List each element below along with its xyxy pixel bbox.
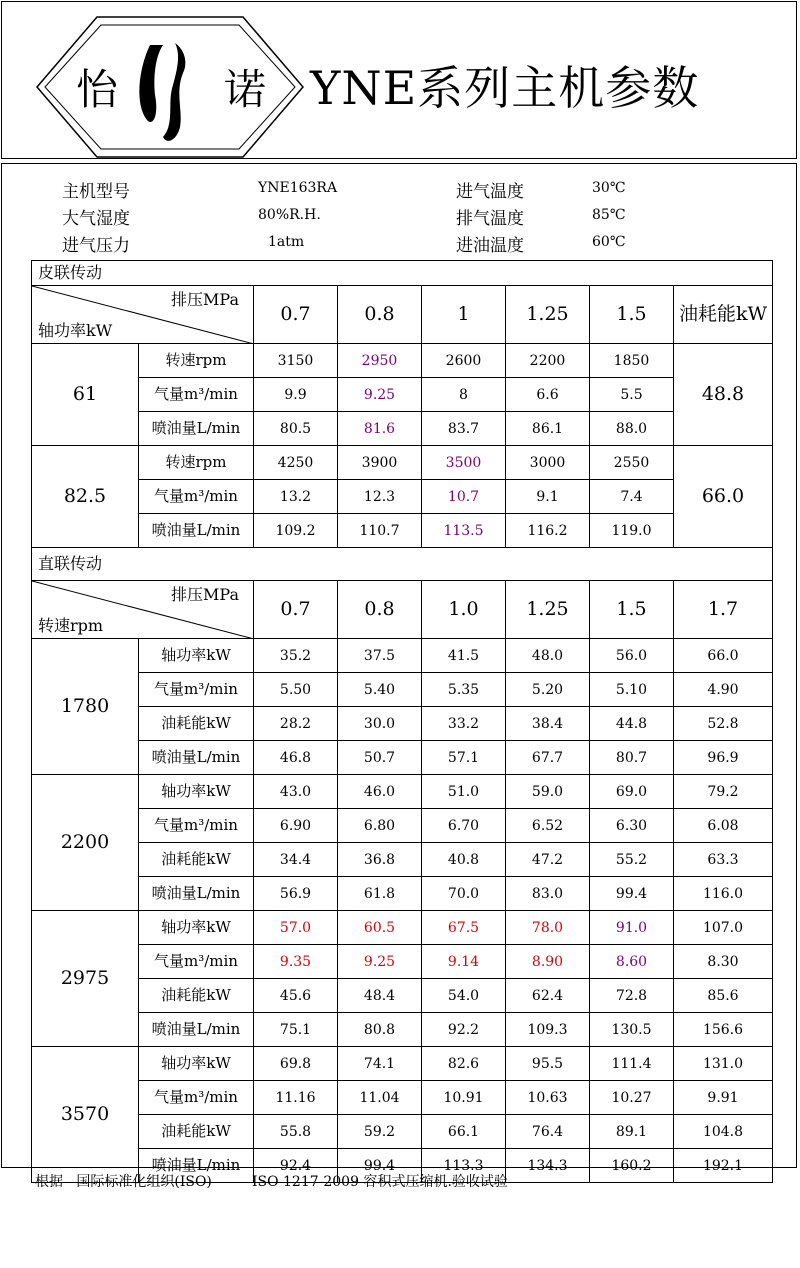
table-cell: 28.2: [254, 707, 338, 741]
row-label: 喷油量L/min: [139, 877, 254, 911]
footer-standard: ISO 1217-2009 容积式压缩机.验收试验: [251, 1174, 508, 1190]
table-cell: 54.0: [422, 979, 506, 1013]
exhaust-temp-label: 排气温度: [456, 209, 524, 229]
table-cell: 48.4: [338, 979, 422, 1013]
oil-temp-value: 60℃: [592, 234, 626, 250]
row-label: 气量m³/min: [139, 673, 254, 707]
belt-pressure-header: 1.5: [590, 286, 674, 344]
table-cell: 9.9: [254, 378, 338, 412]
table-cell: 4.90: [674, 673, 773, 707]
table-cell: 4250: [254, 446, 338, 480]
table-cell: 66.0: [674, 639, 773, 673]
table-cell: 82.6: [422, 1047, 506, 1081]
belt-oil-value: 48.8: [674, 344, 773, 446]
table-cell: 83.0: [506, 877, 590, 911]
table-cell: 10.63: [506, 1081, 590, 1115]
footer-basis: 根据: [35, 1174, 63, 1190]
table-cell: 34.4: [254, 843, 338, 877]
table-cell: 192.1: [674, 1149, 773, 1183]
table-cell: 78.0: [506, 911, 590, 945]
table-cell: 57.1: [422, 741, 506, 775]
table-cell: 8.60: [590, 945, 674, 979]
table-cell: 33.2: [422, 707, 506, 741]
row-label: 油耗能kW: [139, 707, 254, 741]
direct-speed: 2975: [32, 911, 139, 1047]
table-cell: 92.2: [422, 1013, 506, 1047]
direct-speed: 2200: [32, 775, 139, 911]
table-cell: 12.3: [338, 480, 422, 514]
table-cell: 61.8: [338, 877, 422, 911]
table-cell: 91.0: [590, 911, 674, 945]
row-label: 轴功率kW: [139, 911, 254, 945]
table-cell: 5.40: [338, 673, 422, 707]
table-cell: 160.2: [590, 1149, 674, 1183]
table-cell: 67.7: [506, 741, 590, 775]
parameter-table-wrapper: [31, 260, 772, 1268]
table-cell: 9.25: [338, 945, 422, 979]
pressure-label: 进气压力: [62, 236, 130, 256]
table-cell: 107.0: [674, 911, 773, 945]
table-cell: 74.1: [338, 1047, 422, 1081]
row-label: 气量m³/min: [139, 809, 254, 843]
table-cell: 9.25: [338, 378, 422, 412]
table-cell: 67.5: [422, 911, 506, 945]
table-cell: 36.8: [338, 843, 422, 877]
row-label: 转速rpm: [139, 344, 254, 378]
table-cell: 76.4: [506, 1115, 590, 1149]
table-cell: 119.0: [590, 514, 674, 548]
table-cell: 6.70: [422, 809, 506, 843]
table-cell: 62.4: [506, 979, 590, 1013]
table-cell: 48.0: [506, 639, 590, 673]
row-label: 喷油量L/min: [139, 1013, 254, 1047]
table-cell: 10.27: [590, 1081, 674, 1115]
page-title: YNE系列主机参数: [310, 61, 700, 115]
table-cell: 8.90: [506, 945, 590, 979]
humidity-value: 80%R.H.: [258, 207, 321, 223]
row-label: 气量m³/min: [139, 1081, 254, 1115]
table-cell: 3900: [338, 446, 422, 480]
table-cell: 116.0: [674, 877, 773, 911]
table-cell: 9.1: [506, 480, 590, 514]
parameter-table: [31, 260, 773, 1183]
table-cell: 13.2: [254, 480, 338, 514]
table-cell: 69.0: [590, 775, 674, 809]
pressure-value: 1atm: [268, 234, 305, 250]
table-cell: 40.8: [422, 843, 506, 877]
table-cell: 10.91: [422, 1081, 506, 1115]
table-cell: 8.30: [674, 945, 773, 979]
table-cell: 110.7: [338, 514, 422, 548]
table-cell: 8: [422, 378, 506, 412]
table-cell: 99.4: [590, 877, 674, 911]
table-cell: 5.20: [506, 673, 590, 707]
direct-speed: 3570: [32, 1047, 139, 1183]
belt-pressure-header: 0.7: [254, 286, 338, 344]
direct-section-label: 直联传动: [32, 548, 773, 581]
logo-char-2: 诺: [223, 65, 267, 114]
belt-pressure-header: 1: [422, 286, 506, 344]
table-cell: 9.14: [422, 945, 506, 979]
table-cell: 2200: [506, 344, 590, 378]
table-cell: 111.4: [590, 1047, 674, 1081]
table-cell: 86.1: [506, 412, 590, 446]
table-cell: 11.16: [254, 1081, 338, 1115]
table-cell: 10.7: [422, 480, 506, 514]
row-label: 气量m³/min: [139, 378, 254, 412]
model-label: 主机型号: [62, 182, 130, 202]
table-cell: 1850: [590, 344, 674, 378]
table-cell: 134.3: [506, 1149, 590, 1183]
direct-pressure-header: 1.7: [674, 581, 773, 639]
direct-pressure-header: 1.0: [422, 581, 506, 639]
table-cell: 80.8: [338, 1013, 422, 1047]
direct-pressure-header: 0.7: [254, 581, 338, 639]
table-cell: 51.0: [422, 775, 506, 809]
table-cell: 2550: [590, 446, 674, 480]
table-cell: 45.6: [254, 979, 338, 1013]
row-label: 油耗能kW: [139, 843, 254, 877]
belt-pressure-header: 0.8: [338, 286, 422, 344]
table-cell: 38.4: [506, 707, 590, 741]
belt-power: 82.5: [32, 446, 139, 548]
table-cell: 2600: [422, 344, 506, 378]
row-label: 气量m³/min: [139, 480, 254, 514]
table-cell: 79.2: [674, 775, 773, 809]
table-cell: 96.9: [674, 741, 773, 775]
footer: [35, 1171, 508, 1191]
table-cell: 9.91: [674, 1081, 773, 1115]
table-cell: 83.7: [422, 412, 506, 446]
table-cell: 47.2: [506, 843, 590, 877]
row-label: 喷油量L/min: [139, 1149, 254, 1183]
model-value: YNE163RA: [258, 180, 338, 196]
table-cell: 2950: [338, 344, 422, 378]
table-cell: 46.0: [338, 775, 422, 809]
table-cell: 3500: [422, 446, 506, 480]
row-label: 轴功率kW: [139, 639, 254, 673]
logo: [35, 15, 305, 159]
direct-corner-header: [32, 581, 254, 639]
table-cell: 3000: [506, 446, 590, 480]
belt-oil-value: 66.0: [674, 446, 773, 548]
table-cell: 44.8: [590, 707, 674, 741]
humidity-label: 大气湿度: [62, 209, 130, 229]
table-cell: 41.5: [422, 639, 506, 673]
direct-pressure-header: 0.8: [338, 581, 422, 639]
oil-temp-label: 进油温度: [456, 236, 524, 256]
direct-diag-bottom: 转速rpm: [38, 616, 104, 635]
table-cell: 5.5: [590, 378, 674, 412]
table-cell: 56.0: [590, 639, 674, 673]
table-cell: 104.8: [674, 1115, 773, 1149]
table-cell: 81.6: [338, 412, 422, 446]
table-cell: 88.0: [590, 412, 674, 446]
table-cell: 59.0: [506, 775, 590, 809]
row-label: 转速rpm: [139, 446, 254, 480]
table-cell: 7.4: [590, 480, 674, 514]
table-cell: 95.5: [506, 1047, 590, 1081]
table-cell: 6.30: [590, 809, 674, 843]
row-label: 油耗能kW: [139, 1115, 254, 1149]
row-label: 轴功率kW: [139, 1047, 254, 1081]
table-cell: 59.2: [338, 1115, 422, 1149]
row-label: 气量m³/min: [139, 945, 254, 979]
row-label: 油耗能kW: [139, 979, 254, 1013]
direct-speed: 1780: [32, 639, 139, 775]
direct-table-body: [32, 639, 773, 1183]
table-cell: 63.3: [674, 843, 773, 877]
table-cell: 50.7: [338, 741, 422, 775]
table-cell: 6.08: [674, 809, 773, 843]
belt-corner-header: [32, 286, 254, 344]
direct-pressure-header: 1.5: [590, 581, 674, 639]
table-cell: 85.6: [674, 979, 773, 1013]
table-cell: 109.2: [254, 514, 338, 548]
table-cell: 113.5: [422, 514, 506, 548]
direct-diag-top: 排压MPa: [171, 585, 239, 604]
table-cell: 131.0: [674, 1047, 773, 1081]
belt-diag-top: 排压MPa: [171, 290, 239, 309]
table-cell: 5.50: [254, 673, 338, 707]
table-cell: 6.52: [506, 809, 590, 843]
table-cell: 72.8: [590, 979, 674, 1013]
table-cell: 80.5: [254, 412, 338, 446]
table-cell: 109.3: [506, 1013, 590, 1047]
row-label: 喷油量L/min: [139, 412, 254, 446]
table-cell: 52.8: [674, 707, 773, 741]
table-cell: 113.3: [422, 1149, 506, 1183]
intake-temp-label: 进气温度: [456, 182, 524, 202]
table-cell: 56.9: [254, 877, 338, 911]
table-cell: 35.2: [254, 639, 338, 673]
table-cell: 69.8: [254, 1047, 338, 1081]
table-cell: 80.7: [590, 741, 674, 775]
table-cell: 6.80: [338, 809, 422, 843]
table-cell: 5.10: [590, 673, 674, 707]
table-cell: 11.04: [338, 1081, 422, 1115]
belt-pressure-header: 1.25: [506, 286, 590, 344]
table-cell: 46.8: [254, 741, 338, 775]
belt-power: 61: [32, 344, 139, 446]
table-cell: 55.8: [254, 1115, 338, 1149]
table-cell: 30.0: [338, 707, 422, 741]
table-cell: 3150: [254, 344, 338, 378]
table-cell: 156.6: [674, 1013, 773, 1047]
table-cell: 130.5: [590, 1013, 674, 1047]
table-cell: 5.35: [422, 673, 506, 707]
exhaust-temp-value: 85℃: [592, 207, 626, 223]
table-cell: 92.4: [254, 1149, 338, 1183]
direct-pressure-header: 1.25: [506, 581, 590, 639]
table-cell: 116.2: [506, 514, 590, 548]
table-cell: 60.5: [338, 911, 422, 945]
table-cell: 99.4: [338, 1149, 422, 1183]
row-label: 喷油量L/min: [139, 741, 254, 775]
table-cell: 70.0: [422, 877, 506, 911]
table-cell: 6.6: [506, 378, 590, 412]
belt-diag-bottom: 轴功率kW: [38, 321, 113, 340]
belt-oil-header: 油耗能kW: [674, 286, 773, 344]
row-label: 喷油量L/min: [139, 514, 254, 548]
table-cell: 6.90: [254, 809, 338, 843]
belt-section-label: 皮联传动: [32, 261, 773, 286]
table-cell: 75.1: [254, 1013, 338, 1047]
table-cell: 55.2: [590, 843, 674, 877]
table-cell: 66.1: [422, 1115, 506, 1149]
table-cell: 9.35: [254, 945, 338, 979]
table-cell: 37.5: [338, 639, 422, 673]
row-label: 轴功率kW: [139, 775, 254, 809]
intake-temp-value: 30℃: [592, 180, 626, 196]
table-cell: 89.1: [590, 1115, 674, 1149]
table-cell: 43.0: [254, 775, 338, 809]
table-cell: 57.0: [254, 911, 338, 945]
footer-org: 国际标准化组织(ISO): [76, 1174, 212, 1190]
logo-char-1: 怡: [75, 65, 119, 114]
